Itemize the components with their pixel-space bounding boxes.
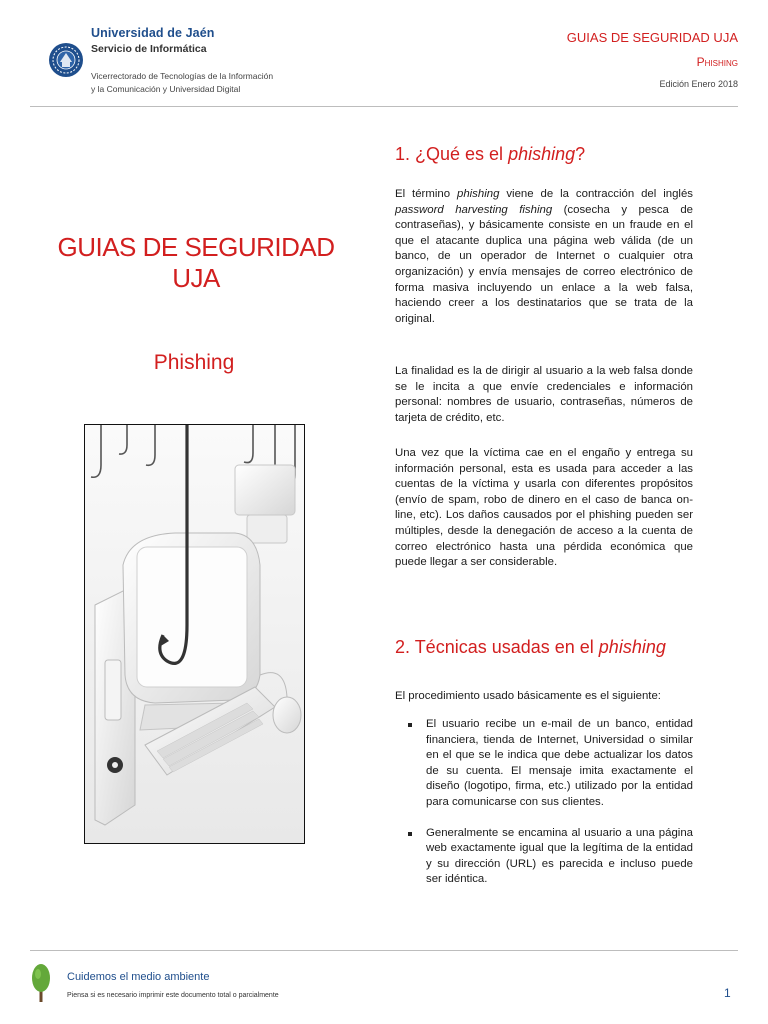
university-seal-logo — [48, 22, 84, 98]
section-2-heading: 2. Técnicas usadas en el phishing — [395, 637, 666, 657]
bullet-icon — [408, 832, 412, 836]
cover-subtitle: Phishing — [153, 351, 235, 374]
header-guide-title: GUIAS DE SEGURIDAD UJA — [566, 30, 738, 45]
section-2-intro: El procedimiento usado básicamente es el siguiente: — [395, 690, 661, 702]
list-item: El usuario recibe un e-mail de un banco, entidad financiera, tienda de Internet, Universidad o similar en el que se le indica que debe actualizar los datos de su cuenta. El mensaje imita exactamente el diseño (logotipo, firma, etc.) utilizado por la entidad para comunicarse con sus clientes. — [408, 717, 693, 811]
footer-note: Piensa si es necesario imprimir este documento total o parcialmente — [67, 992, 279, 999]
section-1-paragraph-3: Una vez que la víctima cae en el engaño y entrega su información personal, esta es usada para acceder a las cuentas de la víctima y usarla con diferentes propósitos (envío de spam, robo de dinero en el caso de banca on-line, etc). Los daños causados por el phishing pueden ser múltiples, desde la denegación de acceso a la cuenta de correo electrónico hasta una pérdida económica que puede llegar a ser considerable. — [395, 447, 693, 569]
list-item: Generalmente se encamina al usuario a una página web exactamente igual que la legítima de la entidad y su dirección (URL) es parecida e incluso puede ser idéntica. — [408, 826, 693, 888]
section-1-paragraph-1: El término phishing viene de la contracción del inglés password harvesting fishing (cosecha y pesca de contraseñas), y básicamente consiste en un fraude en el que el atacante duplica una página web válida (de un banco, de un operador de Internet o cualquier otra organización) y envía mensajes de correo electrónico de forma masiva incluyendo un enlace a la web falsa, haciendo creer a los destinatarios que se trata de la original. — [395, 188, 694, 325]
section-1-paragraph-2: La finalidad es la de dirigir al usuario a la web falsa donde se le incita a que envíe credenciales e información personal: nombres de usuario, contraseñas, números de tarjeta de crédito, etc. — [395, 365, 693, 424]
section-1-heading: 1. ¿Qué es el phishing? — [395, 144, 586, 164]
phishing-illustration — [84, 424, 305, 844]
university-name: Universidad de Jaén — [91, 26, 215, 40]
header-topic: Phishing — [696, 55, 738, 69]
footer-divider — [30, 950, 738, 951]
bullet-icon — [408, 723, 412, 727]
page-number: 1 — [724, 986, 731, 1000]
footer-title: Cuidemos el medio ambiente — [67, 971, 210, 983]
service-name: Servicio de Informática — [91, 43, 207, 55]
computer-hook-image — [85, 425, 304, 843]
vicerrectorado-line-2: y la Comunicación y Universidad Digital — [91, 84, 241, 94]
tree-icon — [31, 963, 51, 1003]
cover-title: GUIAS DE SEGURIDAD UJA — [57, 232, 335, 293]
technique-list — [408, 717, 693, 888]
vicerrectorado-line-1: Vicerrectorado de Tecnologías de la Información — [91, 71, 274, 81]
header-divider — [30, 106, 738, 107]
header-edition: Edición Enero 2018 — [659, 79, 738, 89]
